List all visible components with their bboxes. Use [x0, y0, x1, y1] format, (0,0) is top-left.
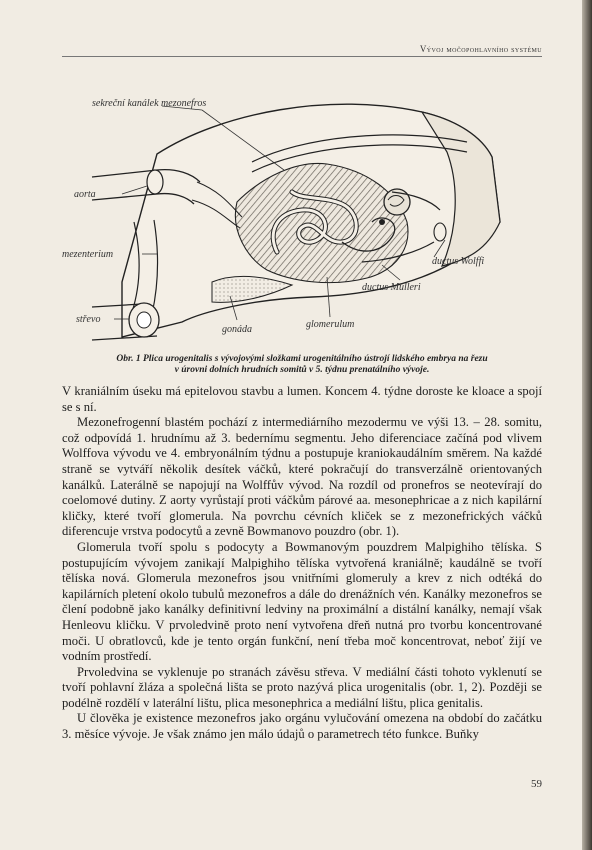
- paragraph: Mezonefrogenní blastém pochází z intermediárního mezodermu ve výši 13. – 28. somitu, což odpovídá 1. hrudnímu až 3. bedernímu segmentu. Jeho diferenciace začíná pod vlivem Wolffova vývodu ve 4. embryonálním týdnu a postupuje kraniokaudálním směrem. Na každé straně se vytváří několik desítek váčků, které pokračují do transverzálně orientovaných kanálků. Laterálně se napojují na Wolffův vývod. Na rozdíl od pronefros se neotevírají do coelomové dutiny. Z aorty vyrůstají proti váčkům párové aa. mesonephricae a z nich kapilární kličky, které tvoří glomerula. Na povrchu cévních kliček se z mezonefrických váčků diferencuje vrstva podocytů a zevně Bowmanovo pouzdro (obr. 1).: [62, 415, 542, 539]
- paragraph: Prvoledvina se vyklenuje po stranách závěsu střeva. V mediální části tohoto vyklenutí se tvoří pohlavní žláza a společná lišta se proto nazývá plica urogenitalis (obr. 1, 2). Později se podélně rozdělí v laterální lištu, plica mesonephrica a mediální lištu, plica genitalis.: [62, 664, 542, 710]
- label-gut: střevo: [76, 314, 101, 325]
- caption-line-1: Obr. 1 Plica urogenitalis s vývojovými složkami urogenitálního ústrojí lidského embrya na řezu: [116, 354, 488, 364]
- book-edge: [582, 0, 592, 850]
- anatomical-figure: [62, 82, 542, 352]
- label-wolffian-duct: ductus Wolffi: [432, 256, 485, 267]
- running-head: Vývoj močopohlavního systému: [419, 44, 542, 54]
- paragraph: V kraniálním úseku má epitelovou stavbu a lumen. Koncem 4. týdne doroste ke kloace a spojí se s ní.: [62, 384, 542, 414]
- paragraph: U člověka je existence mezonefros jako orgánu vylučování omezena na období do začátku 3. měsíce vývoje. Je však známo jen málo údajů o parametrech této funkce. Buňky: [62, 711, 542, 742]
- header-rule: [62, 56, 542, 57]
- label-mullerian-duct: ductus Mülleri: [362, 282, 421, 293]
- page-number: 59: [531, 778, 542, 790]
- label-glomerulus: glomerulum: [306, 319, 355, 330]
- tissue-block: [122, 104, 500, 337]
- figure-caption: [62, 354, 542, 376]
- label-gonad: gonáda: [222, 324, 252, 335]
- caption-line-2: v úrovni dolních hrudních somitů v 5. týdnu prenatálního vývoje.: [174, 365, 430, 375]
- body-text: [62, 384, 542, 743]
- paragraph: Glomerula tvoří spolu s podocyty a Bowmanovým pouzdrem Malpighiho tělíska. S postupujícím vývojem zanikají Malpighiho tělíska vytvořená kraniálně; kaudálně se tvoří tělíska nová. Glomerula mezonefros jsou vnitřními glomeruly a krev z nich odtéká do kapilárních pletení okolo tubulů mezonefros a dále do drenážních vén. Kanálky mezonefros se člení podobně jako kanálky definitivní ledviny na proximální a distální kanálky, nemají však Henleovu kličku. V prvoledvině proto není vytvořena dřeň nutná pro tvorbu koncentrované moči. U obratlovců, kde je tento orgán funkční, není třeba moč koncentrovat, neboť žijí ve vodním prostředí.: [62, 539, 542, 664]
- label-secretory-canal: sekreční kanálek mezonefros: [92, 98, 207, 109]
- label-aorta: aorta: [74, 189, 96, 200]
- urogenital-fold-illustration: [62, 82, 542, 352]
- label-mesentery: mezenterium: [62, 249, 114, 260]
